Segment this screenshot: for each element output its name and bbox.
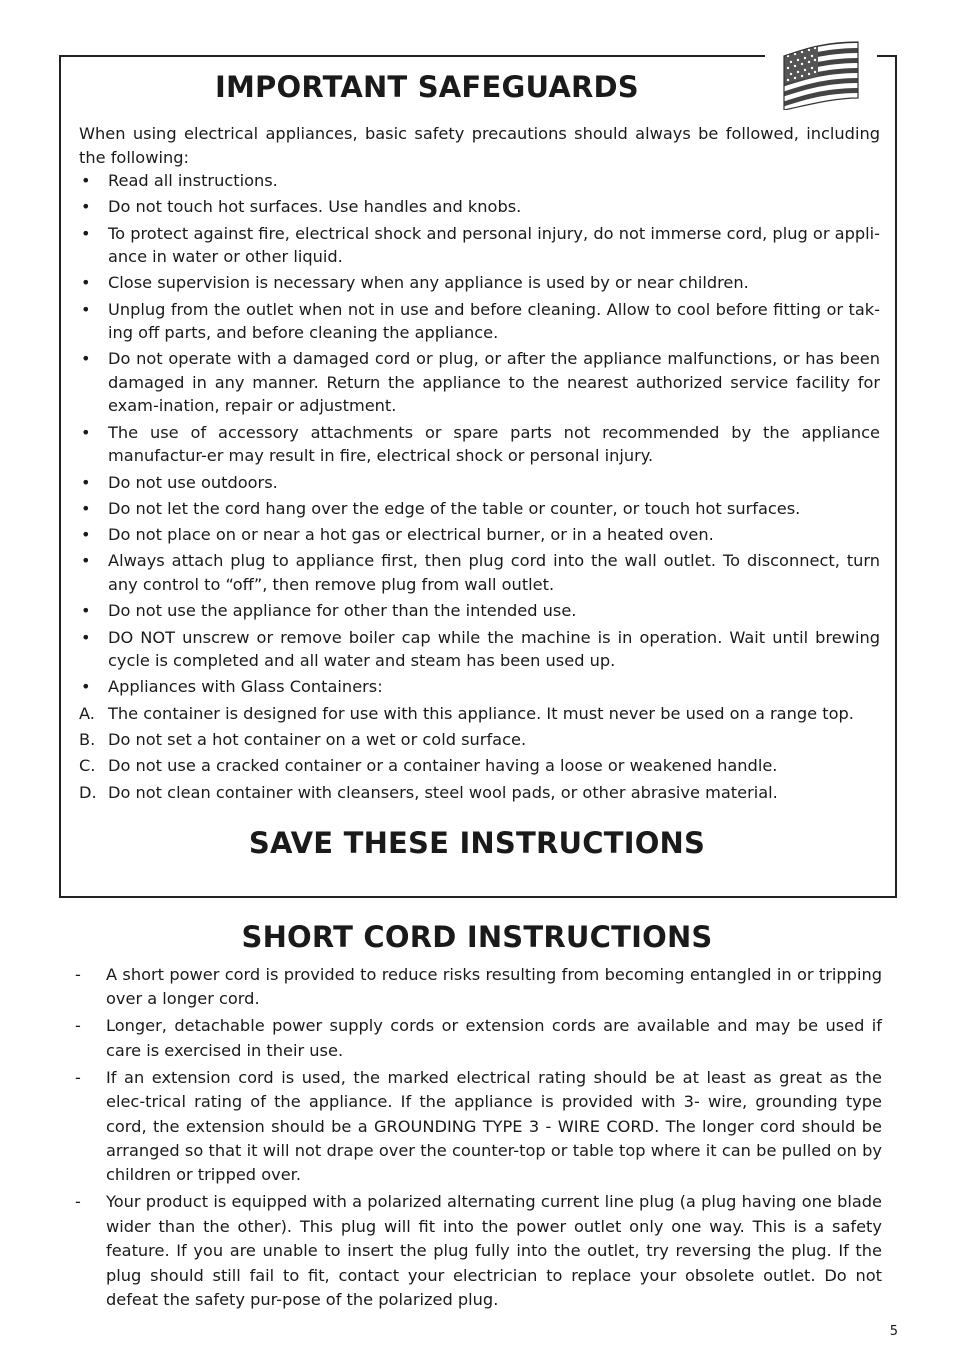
list-marker: A. [79,703,95,723]
short-cord-list [75,963,882,1315]
short-cord-title: SHORT CORD INSTRUCTIONS [241,920,713,954]
list-marker: C. [79,756,96,776]
safeguard-item [79,728,880,752]
list-item-text: Do not set a hot container on a wet or cold surface. [108,729,527,749]
list-item-text: Close supervision is necessary when any appliance is used by or near children. [108,273,749,293]
safeguard-item [79,271,880,295]
list-item-text: Your product is equipped with a polarized alternating current line plug (a plug having one blade wider than the other). This plug will fit into the power outlet only one way. This is a safety feature. If you are unable to insert the plug fully into the outlet, try reversing the plug. If the plug should still fail to fit, contact your electrician to replace your obsolete outlet. Do not defeat the safety pur-pose of the polarized plug. [106,1192,882,1310]
list-item-text: Appliances with Glass Containers: [108,677,383,697]
list-item-text: To protect against fire, electrical shock and personal injury, do not immerse cord, plug or appli-ance in water or other liquid. [108,223,880,267]
safeguards-list [79,169,880,807]
safeguard-item [79,195,880,219]
short-cord-item [75,1066,882,1188]
list-item-text: Do not use a cracked container or a container having a loose or weakened handle. [108,756,778,776]
save-instructions-title: SAVE THESE INSTRUCTIONS [248,826,706,860]
safeguard-item [79,298,880,345]
safeguard-item [79,222,880,269]
list-item-text: Do not use the appliance for other than the intended use. [108,601,577,621]
list-marker: • [81,273,91,293]
list-marker: - [75,965,81,984]
short-cord-item [75,963,882,1012]
list-marker: • [81,422,91,442]
list-marker: • [81,299,91,319]
short-cord-item [75,1190,882,1312]
list-item-text: Always attach plug to appliance first, then plug cord into the wall outlet. To disconnect, turn any control to “off”, then remove plug from wall outlet. [108,551,880,594]
list-item-text: Read all instructions. [108,171,278,190]
list-item-text: Do not place on or near a hot gas or electrical burner, or in a heated oven. [108,525,714,545]
list-marker: • [81,525,91,545]
safeguard-item [79,675,880,699]
list-item-text: The use of accessory attachments or spare parts not recommended by the appliance manufactur-er may result in fire, electrical shock or personal injury. [108,422,880,466]
page-number: 5 [889,1324,898,1339]
list-marker: • [81,349,91,369]
list-marker: • [81,627,91,647]
list-marker: • [81,601,91,621]
safeguard-item [79,169,880,193]
list-marker: • [81,197,91,217]
safeguard-item [79,523,880,547]
safeguard-item [79,421,880,468]
safeguard-item [79,347,880,418]
list-marker: - [75,1016,81,1036]
list-marker: • [81,171,91,190]
list-item-text: If an extension cord is used, the marked electrical rating should be at least as great as the elec-trical rating of the appliance. If the appliance is provided with 3- wire, grounding type cord, the extension should be a GROUNDING TYPE 3 - WIRE CORD. The longer cord should be arranged so that it will not drape over the counter-top or table top where it can be pulled on by children or tripped over. [106,1067,882,1185]
list-marker: - [75,1192,81,1212]
safeguard-item [79,599,880,623]
list-marker: - [75,1067,81,1087]
safeguards-intro: When using electrical appliances, basic safety precautions should always be followed, including the following: [79,124,880,167]
list-item-text: DO NOT unscrew or remove boiler cap while the machine is in operation. Wait until brewing cycle is completed and all water and steam has been used up. [108,627,880,671]
safeguard-item [79,549,880,596]
list-item-text: Do not use outdoors. [108,472,278,492]
list-item-text: A short power cord is provided to reduce risks resulting from becoming entangled in or tripping over a longer cord. [106,965,882,1009]
safeguard-item [79,702,880,726]
list-marker: • [81,472,91,492]
list-item-text: Do not clean container with cleansers, steel wool pads, or other abrasive material. [108,782,778,802]
list-item-text: Unplug from the outlet when not in use and before cleaning. Allow to cool before fitting or tak-ing off parts, and before cleaning the appliance. [108,299,880,343]
list-item-text: Do not operate with a damaged cord or plug, or after the appliance malfunctions, or has been damaged in any manner. Return the appliance to the nearest authorized service facility for exam-ination, repair or adjustment. [108,349,880,416]
short-cord-item [75,1014,882,1063]
safeguard-item [79,754,880,778]
list-marker: • [81,498,91,518]
us-flag-icon [782,40,860,110]
list-item-text: Do not touch hot surfaces. Use handles and knobs. [108,197,522,217]
safeguard-item [79,626,880,673]
list-marker: • [81,551,91,571]
list-item-text: The container is designed for use with this appliance. It must never be used on a range top. [108,703,854,723]
safeguard-item [79,497,880,521]
list-marker: • [81,677,91,697]
list-marker: D. [79,782,97,802]
safeguard-item [79,781,880,805]
list-marker: B. [79,729,96,749]
list-item-text: Do not let the cord hang over the edge of the table or counter, or touch hot surfaces. [108,498,801,518]
list-marker: • [81,223,91,243]
safeguards-title: IMPORTANT SAFEGUARDS [215,70,639,104]
list-item-text: Longer, detachable power supply cords or extension cords are available and may be used if care is exercised in their use. [106,1016,882,1060]
safeguard-item [79,471,880,495]
